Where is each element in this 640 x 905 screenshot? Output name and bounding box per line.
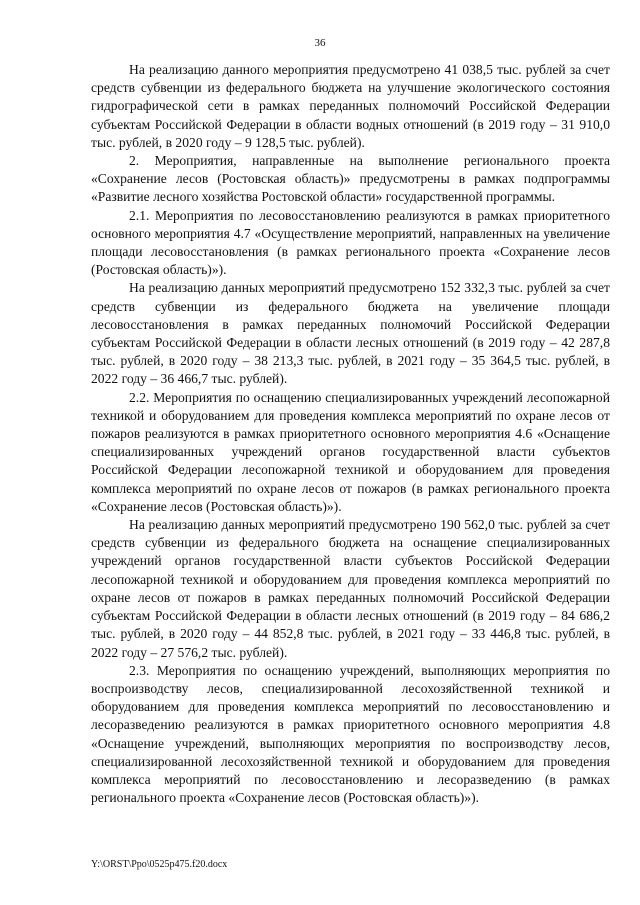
paragraph: На реализацию данных мероприятий предусмотрено 190 562,0 тыс. рублей за счет средств субвенции из федерального бюджета на оснащение специализированных учреждений органов государственной власти субъектов Российской Федерации лесопожарной техникой и оборудованием для проведения комплекса мероприятий по охране лесов от пожаров в рамках переданных полномочий Российской Федерации субъектам Российской Федерации в области лесных отношений (в 2019 году – 84 686,2 тыс. рублей, в 2020 году – 44 852,8 тыс. рублей, в 2021 году – 33 446,8 тыс. рублей, в 2022 году – 27 576,2 тыс. рублей). [91, 517, 610, 660]
document-body [91, 61, 610, 807]
paragraph: 2. Мероприятия, направленные на выполнение регионального проекта «Сохранение лесов (Ростовская область)» предусмотрены в рамках подпрограммы «Развитие лесного хозяйства Ростовской области» государственной программы. [91, 153, 610, 205]
paragraph: На реализацию данного мероприятия предусмотрено 41 038,5 тыс. рублей за счет средств субвенции из федерального бюджета на улучшение экологического состояния гидрографической сети в рамках переданных полномочий Российской Федерации субъектам Российской Федерации в области водных отношений (в 2019 году – 31 910,0 тыс. рублей, в 2020 году – 9 128,5 тыс. рублей). [91, 62, 610, 150]
paragraph: 2.3. Мероприятия по оснащению учреждений, выполняющих мероприятия по воспроизводству лесов, специализированной лесохозяйственной техникой и оборудованием для проведения комплекса мероприятий по лесовосстановлению и лесоразведению реализуются в рамках приоритетного основного мероприятия 4.8 «Оснащение учреждений, выполняющих мероприятия по воспроизводству лесов, специализированной лесохозяйственной техникой и оборудованием для проведения комплекса мероприятий по лесовосстановлению и лесоразведению (в рамках регионального проекта «Сохранение лесов (Ростовская область)»). [91, 662, 610, 806]
paragraph: 2.2. Мероприятия по оснащению специализированных учреждений лесопожарной техникой и оборудованием для проведения комплекса мероприятий по охране лесов от пожаров реализуются в рамках приоритетного основного мероприятия 4.6 «Оснащение специализированных учреждений органов государственной власти субъектов Российской Федерации лесопожарной техникой и оборудованием для проведения комплекса мероприятий по охране лесов от пожаров (в рамках регионального проекта «Сохранение лесов (Ростовская область)»). [91, 389, 610, 514]
paragraph: На реализацию данных мероприятий предусмотрено 152 332,3 тыс. рублей за счет средств субвенции из федерального бюджета на увеличение площади лесовосстановления в рамках переданных полномочий Российской Федерации субъектам Российской Федерации в области лесных отношений (в 2019 году – 42 287,8 тыс. рублей, в 2020 году – 38 213,3 тыс. рублей, в 2021 году – 35 364,5 тыс. рублей, в 2022 году – 36 466,7 тыс. рублей). [91, 280, 610, 387]
page-number: 36 [314, 37, 326, 49]
paragraph: 2.1. Мероприятия по лесовосстановлению реализуются в рамках приоритетного основного мероприятия 4.7 «Осуществление мероприятий, направленных на увеличение площади лесовосстановления (в рамках регионального проекта «Сохранение лесов (Ростовская область)»). [91, 207, 610, 278]
footer-file-path: Y:\ORST\Ppo\0525p475.f20.docx [91, 859, 228, 870]
